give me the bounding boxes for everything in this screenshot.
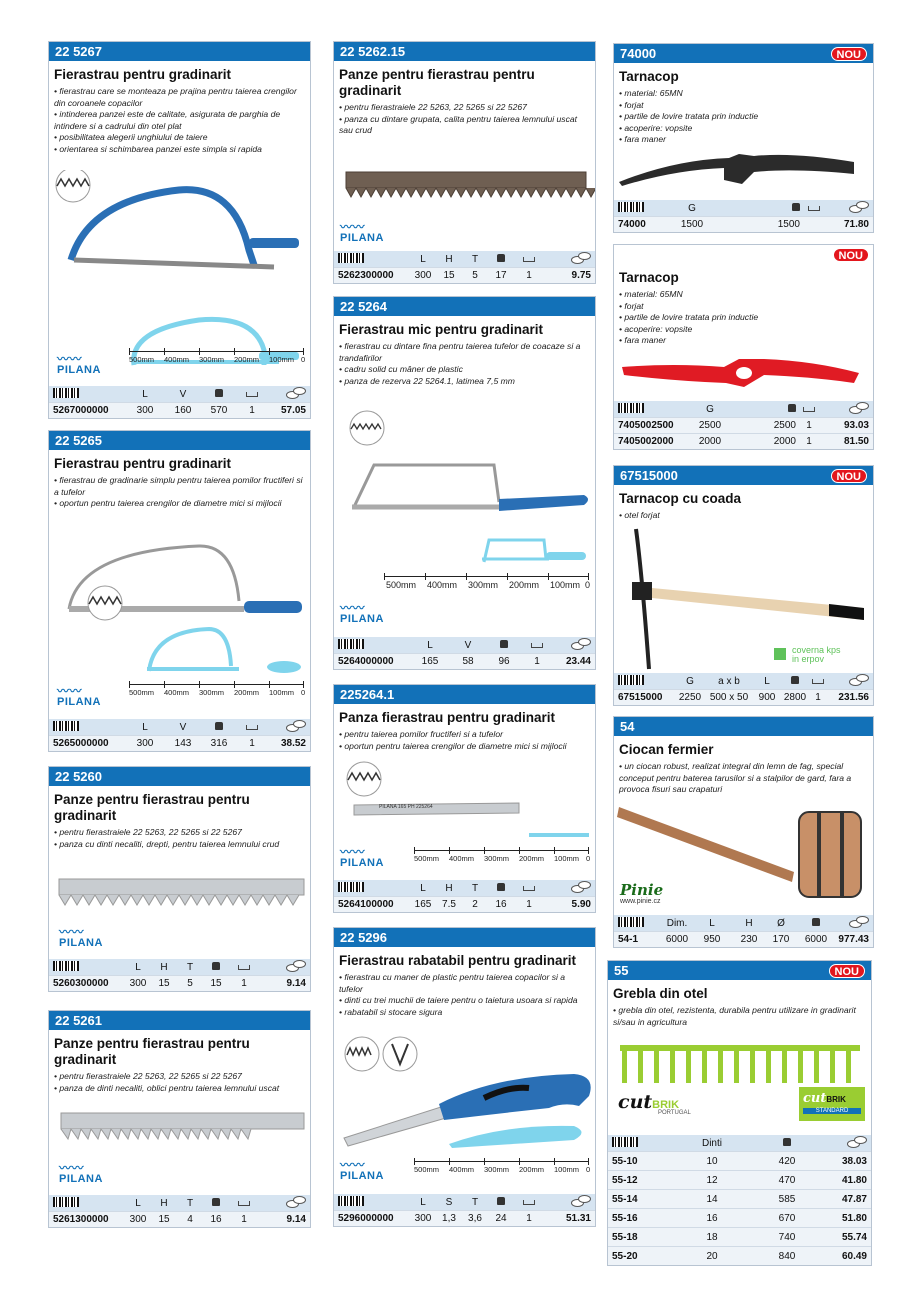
product-card-55: [607, 960, 872, 1266]
new-badge: NOU: [831, 47, 867, 61]
pilana-logo: 〰〰 PILANA: [57, 352, 101, 376]
barcode-icon: [618, 675, 644, 685]
spec-table: [614, 401, 873, 449]
package-icon: [803, 407, 815, 412]
product-title: Fierastrau pentru gradinarit: [54, 67, 232, 82]
barcode-icon: [338, 639, 364, 649]
product-card-tarnacop-red: [613, 244, 874, 450]
blade-marking: PILANA 165 PH 225264: [379, 804, 433, 810]
product-features: • material: 65MN • forjat • partile de lovire tratata prin inductie • acoperire: vopsite • fara maner: [614, 88, 873, 146]
package-icon: [238, 965, 250, 970]
product-title: Panze pentru fierastrau pentru gradinarit: [54, 792, 250, 823]
product-code-header: 22 5296: [334, 928, 595, 947]
barcode-icon: [53, 721, 79, 731]
weight-icon: [497, 1197, 505, 1205]
saw-blade-image: [49, 1109, 311, 1149]
price-icon: [571, 1195, 591, 1206]
table-header: L H T: [334, 880, 595, 896]
product-card-225261: [48, 1010, 311, 1228]
weight-icon: [500, 640, 508, 648]
table-row: 5264000000 165 58 96 1 23.44: [334, 653, 595, 669]
product-features: • un ciocan robust, realizat integral din lemn de fag, special conceput pentru baterea tarusilor si a stalpilor de gard, fara a provoca fisuri sau crapaturi: [614, 761, 873, 796]
product-title: Panze pentru fierastrau pentru gradinarit: [54, 1036, 250, 1067]
spec-table: [49, 719, 310, 751]
spec-table: [334, 880, 595, 912]
product-code-header: 22 5264: [334, 297, 595, 316]
spec-table: [614, 673, 873, 705]
price-icon: [849, 402, 869, 413]
table-row: 55-14 14 585 47.87: [608, 1189, 871, 1208]
coverna-logo: coverna kps in erpov: [792, 645, 841, 664]
table-header: G a x b L: [614, 673, 873, 689]
barcode-icon: [338, 1196, 364, 1206]
spec-table: [614, 200, 873, 232]
product-code-header: 74000 NOU: [614, 44, 873, 63]
price-icon: [849, 201, 869, 212]
cutbrik-standard-logo: cutBRIK STANDARD: [799, 1087, 865, 1121]
weight-icon: [497, 254, 505, 262]
product-features: • fierastrau de gradinarie simplu pentru taierea pomilor fructiferi si a tufelor • oportun pentru taierea crengilor de diametre mici si mijlocii: [49, 475, 310, 510]
product-features: • pentru fierastraiele 22 5263, 22 5265 si 22 5267 • panza cu dinti necaliti, drepti, pentru taierea lemnului crud: [49, 827, 310, 850]
table-header: G: [614, 200, 873, 216]
pilana-logo: 〰〰 PILANA: [340, 845, 384, 869]
weight-icon: [792, 203, 800, 211]
package-icon: [246, 392, 258, 397]
table-header: L V: [49, 386, 310, 402]
product-code-header: 67515000 NOU: [614, 466, 873, 485]
weight-icon: [212, 1198, 220, 1206]
package-icon: [812, 679, 824, 684]
table-row: 5261300000 300 15 4 16 1 9.14: [49, 1211, 310, 1227]
table-row: 5296000000 300 1,3 3,6 24 1 51.31: [334, 1210, 595, 1226]
table-row: 5260300000 300 15 5 15 1 9.14: [49, 975, 310, 991]
table-row: 5264100000 165 7.5 2 16 1 5.90: [334, 896, 595, 912]
folding-saw-image: [334, 1036, 596, 1166]
saw-blade-image: [334, 168, 596, 208]
table-row: 55-10 10 420 38.03: [608, 1151, 871, 1170]
product-card-54: [613, 716, 874, 948]
package-icon: [808, 206, 820, 211]
pilana-logo: 〰〰 PILANA: [59, 925, 103, 949]
size-scale: 500mm 400mm 300mm 200mm 100mm 0: [384, 573, 589, 589]
cutbrik-logo: cutBRIK PORTUGAL: [618, 1091, 691, 1116]
pinie-logo: Pinie www.pinie.cz: [620, 881, 664, 905]
table-row: 74000 1500 1500 71.80: [614, 216, 873, 232]
pilana-logo: 〰〰 PILANA: [340, 220, 384, 244]
spec-table: [49, 386, 310, 418]
product-code-header: 225264.1: [334, 685, 595, 704]
table-row: 5267000000 300 160 570 1 57.05: [49, 402, 310, 418]
product-features: • fierastrau cu maner de plastic pentru taierea copacilor si a tufelor • dinti cu trei muchii de taiere pentru o taietura usoara si rapida • rabatabil si stocare sigura: [334, 972, 595, 1018]
size-scale: 500mm 400mm 300mm 200mm 100mm 0: [129, 348, 304, 364]
weight-icon: [212, 962, 220, 970]
new-badge: NOU: [829, 964, 865, 978]
pole-saw-image: [49, 170, 311, 370]
barcode-icon: [612, 1137, 638, 1147]
barcode-icon: [53, 1197, 79, 1207]
price-icon: [849, 674, 869, 685]
new-badge: NOU: [831, 469, 867, 483]
size-scale: 500mm 400mm 300mm 200mm 100mm 0: [414, 1158, 589, 1174]
product-code-header: 22 5261: [49, 1011, 310, 1030]
product-title: Grebla din otel: [613, 986, 708, 1001]
weight-icon: [497, 883, 505, 891]
product-features: • pentru fierastraiele 22 5263, 22 5265 si 22 5267 • panza de dinti necaliti, oblici pentru taierea lemnului uscat: [49, 1071, 310, 1094]
spec-table: [49, 1195, 310, 1227]
spec-table: [334, 1194, 595, 1226]
small-saw-image: [334, 407, 596, 567]
pickaxe-image: [614, 150, 874, 196]
table-row: 7405002500 2500 2500 1 93.03: [614, 417, 873, 433]
product-card-225264: [333, 296, 596, 670]
product-code-header: 22 5267: [49, 42, 310, 61]
small-blade-image: [334, 759, 596, 849]
table-header: L H T: [49, 959, 310, 975]
product-code-header: 55 NOU: [608, 961, 871, 980]
product-features: • pentru fierastraiele 22 5263, 22 5265 si 22 5267 • panza cu dintare grupata, calita pentru taierea lemnului uscat sau crud: [334, 102, 595, 137]
product-title: Tarnacop cu coada: [619, 491, 742, 506]
table-header: L V: [334, 637, 595, 653]
table-row: 55-12 12 470 41.80: [608, 1170, 871, 1189]
barcode-icon: [618, 403, 644, 413]
spec-table: [49, 959, 310, 991]
table-row: 55-20 20 840 60.49: [608, 1246, 871, 1265]
product-title: Fierastrau rabatabil pentru gradinarit: [339, 953, 577, 968]
product-title: Fierastrau mic pentru gradinarit: [339, 322, 544, 337]
spec-table: [614, 915, 873, 947]
barcode-icon: [53, 961, 79, 971]
pilana-logo: 〰〰 PILANA: [340, 1158, 384, 1182]
spec-table: [334, 637, 595, 669]
pilana-logo: 〰〰 PILANA: [59, 1161, 103, 1185]
table-row: 54-1 6000 950 230 170 6000 977.43: [614, 931, 873, 947]
product-card-225296: [333, 927, 596, 1227]
product-title: Tarnacop: [619, 270, 679, 285]
product-features: • grebla din otel, rezistenta, durabila pentru utilizare in gradinarit si/sau in agricultura: [608, 1005, 871, 1027]
new-badge: NOU: [833, 248, 869, 262]
weight-icon: [791, 676, 799, 684]
table-row: 5265000000 300 143 316 1 38.52: [49, 735, 310, 751]
saw-blade-image: [49, 875, 311, 915]
barcode-icon: [53, 388, 79, 398]
product-card-67515000: [613, 465, 874, 706]
price-icon: [571, 881, 591, 892]
product-title: Panze pentru fierastrau pentru gradinarit: [339, 67, 535, 98]
price-icon: [286, 720, 306, 731]
table-header: L V: [49, 719, 310, 735]
product-features: • fierastrau cu dintare fina pentru taierea tufelor de coacaze si a trandafirilor • cadru solid cu mâner de plastic • panza de rezerva 22 5264.1, latimea 7,5 mm: [334, 341, 595, 387]
package-icon: [523, 886, 535, 891]
spec-table: [608, 1135, 871, 1265]
package-icon: [246, 725, 258, 730]
product-features: • pentru taierea pomilor fructiferi si a tufelor • oportun pentru taierea crengilor de diametre mici si mijlocii: [334, 729, 595, 752]
weight-icon: [215, 722, 223, 730]
table-row: 67515000 2250 500 x 50 900 2800 1 231.56: [614, 689, 873, 705]
table-header: L H T: [334, 251, 595, 267]
weight-icon: [812, 918, 820, 926]
package-icon: [523, 1200, 535, 1205]
table-header: L H T: [49, 1195, 310, 1211]
barcode-icon: [338, 882, 364, 892]
product-card-74000: [613, 43, 874, 233]
price-icon: [571, 638, 591, 649]
product-card-2252641: [333, 684, 596, 913]
red-pickaxe-image: [614, 353, 874, 401]
product-features: • fierastrau care se monteaza pe prajina pentru taierea crengilor din coroanele copacilor • intinderea panzei este de calitate, asigurata de parghia de intindere si a cadrului din otel plat • posibilitatea alegerii unghiului de taiere • orientarea si schimbarea panzei este simpla si rapida: [49, 86, 310, 156]
steel-rake-image: [608, 1041, 872, 1085]
size-scale: 500mm 400mm 300mm 200mm 100mm 0: [414, 847, 589, 863]
pilana-logo: 〰〰 PILANA: [57, 684, 101, 708]
product-title: Tarnacop: [619, 69, 679, 84]
package-icon: [531, 643, 543, 648]
barcode-icon: [618, 202, 644, 212]
package-icon: [238, 1201, 250, 1206]
table-header: L S T: [334, 1194, 595, 1210]
product-code-header: 22 5265: [49, 431, 310, 450]
weight-icon: [215, 389, 223, 397]
badge-header: [614, 245, 873, 264]
product-title: Panza fierastrau pentru gradinarit: [339, 710, 556, 725]
weight-icon: [788, 404, 796, 412]
product-features: • otel forjat: [614, 510, 873, 522]
barcode-icon: [618, 917, 644, 927]
product-card-22526215: [333, 41, 596, 284]
product-code-header: 22 5260: [49, 767, 310, 786]
bow-saw-image: [49, 531, 311, 706]
price-icon: [286, 387, 306, 398]
product-card-225260: [48, 766, 311, 992]
product-card-225267: [48, 41, 311, 419]
table-row: 5262300000 300 15 5 17 1 9.75: [334, 267, 595, 283]
product-code-header: 22 5262.15: [334, 42, 595, 61]
product-title: Fierastrau pentru gradinarit: [54, 456, 232, 471]
price-icon: [571, 252, 591, 263]
package-icon: [523, 257, 535, 262]
weight-icon: [783, 1138, 791, 1146]
product-card-225265: [48, 430, 311, 752]
table-header: Dim. L H Ø: [614, 915, 873, 931]
price-icon: [849, 916, 869, 927]
pilana-logo: 〰〰 PILANA: [340, 601, 384, 625]
product-title: Ciocan fermier: [619, 742, 714, 757]
size-scale: 500mm 400mm 300mm 200mm 100mm 0: [129, 681, 304, 697]
price-icon: [286, 1196, 306, 1207]
table-header: Dinti: [608, 1135, 871, 1151]
product-features: • material: 65MN • forjat • partile de lovire tratata prin inductie • acoperire: vopsite • fara maner: [614, 289, 873, 347]
price-icon: [286, 960, 306, 971]
table-row: 55-18 18 740 55.74: [608, 1227, 871, 1246]
spec-table: [334, 251, 595, 283]
table-row: 7405002000 2000 2000 1 81.50: [614, 433, 873, 449]
price-icon: [847, 1136, 867, 1147]
barcode-icon: [338, 253, 364, 263]
table-row: 55-16 16 670 51.80: [608, 1208, 871, 1227]
product-code-header: 54: [614, 717, 873, 736]
table-header: G: [614, 401, 873, 417]
